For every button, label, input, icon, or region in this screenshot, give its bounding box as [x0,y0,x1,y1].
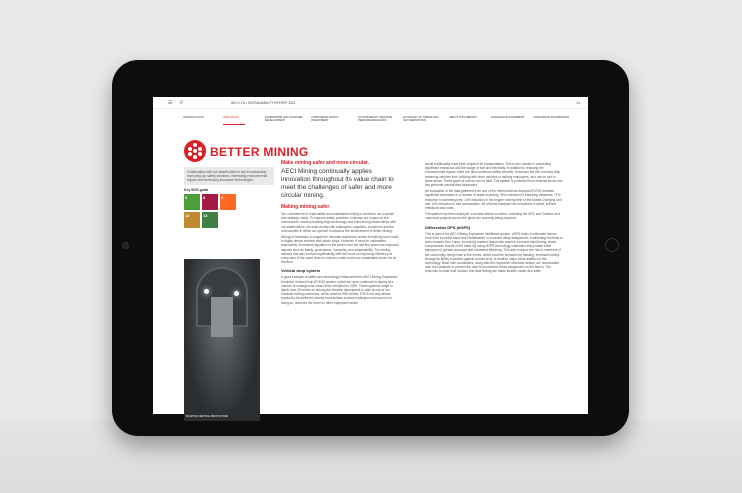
nav-item-performance-data[interactable]: SUSTAINABILITY-RELATED PERFORMANCE DATA [358,116,393,123]
stakeholder-callout: Collaboration with our stakeholders is key to sustainably improving our safety practices, minimising environmental impact and developing innovative technologies. [184,167,274,185]
photo-caption: BLASTING VERTICAL DROP SYSTEM [186,415,229,418]
heading-vertical-drop: Vertical drop system [281,268,321,274]
page-number: 31 [576,101,580,105]
camera-icon [122,242,129,249]
nav-item-assurance[interactable]: ASSURANCE STATEMENT [491,116,525,119]
goals-label: Key SDG goals [184,188,209,192]
nav-item-corporate-info[interactable]: CORPORATE INFORMATION [533,116,570,119]
sdg-goal-icon: 8 [202,194,218,210]
home-button[interactable] [605,238,619,252]
intro-text: AECI Mining continually applies innovation throughout its value chain to meet the challenges of safer and more circular mining. [281,168,394,199]
hamburger-icon[interactable]: ☰ [168,100,173,106]
section-title: BETTER MINING [210,145,309,159]
paragraph: A good example of safety and technology enhancement is AECI Mining Explosives' Emulsion Vertical Drop (EVDS) system, which we have continued to deploy at a number of underground mines since inception in 2009. These systems range in depth from 30 metres to among the deepest deployment to date at one of our Zambian mining customers, which reaches 980 metres. EVDS not only allows product to be delivered directly from surface to deep underground areas but, in doing so, removes the need for other equipment which [281,275,398,305]
nav-item-about-report[interactable]: ABOUT THIS REPORT [449,116,477,119]
better-mining-logo-icon [184,140,206,162]
heading-making-mining-safer: Making mining safer [281,204,330,210]
sidebar [184,167,274,228]
tablet-screen [153,97,588,418]
top-bar [153,97,588,109]
nav-item-introduction[interactable]: INTRODUCTION [183,116,204,119]
paragraph: would traditionally have been required for transportation. This in turn assists in preventing significant emissions and the usage of fuel and electricity. In addition to reducing the environmental impact, there are also numerous safety benefits. It reduces the risk of heavy duty tramming vehicles from colliding with other vehicles or striking employees, who are on foot in these areas. These types of events can be fatal. The system is protected from external shock and this prevents uncontrolled detonation. [425,162,563,188]
right-column [425,160,563,274]
paragraph: An evaluation of the data gathered from one of the mines that has deployed EVDS revealed significant decreases in a number of areas including: 90% reduction in tramming distances, 71% reduction in tramming time, 14% reduction in the engine running time of the Mobile Charging Unit and 12% reduction in fuel consumption. All of these translate into reductions in direct, indirect emissions and costs. [425,189,562,211]
nav-item-enterprise[interactable]: ENTERPRISE AND SUPPLIER DEVELOPMENT [265,116,303,123]
nav-item-glossary[interactable]: GLOSSARY OF TERMS AND KEY DEFINITIONS [403,116,439,123]
sdg-goal-icon: 9 [220,194,236,210]
paragraph: Our commitment to responsible and sustainable mining is central to our purpose and strategic vision. To improve safety practices, minimise our impact on the environment, develop leading edge technology and build strong relationships with our stakeholders, we work closely with employees, suppliers, customers and the communities in which we operate to advance the achievement of Better Mining. [281,212,396,233]
lead-heading: Make mining safer and more circular. [281,160,370,166]
sdg-goal-icon: 3 [184,194,200,210]
breadcrumb: AECI LTD • SUSTAINABILITY REPORT 2021 [231,101,296,105]
back-icon[interactable]: ↺ [179,100,184,106]
sdg-goal-icon: 12 [184,212,200,228]
tablet-device [112,60,629,436]
sdg-goals [184,194,252,228]
paragraph: Mining is necessary to supply the minerals required to create everything from roads to digital device screens and silicon chips. However, it must be undertaken responsibly. Increased regulation in the sector over the last few years has improved aspects such as safety, governance, inclusivity, and sustainability. The mining industry has also evolved significantly, with the focus on improving efficiency at every step of the value chain to ensure a safer and more sustainable sector for all involved. [281,235,399,265]
paragraph: This is part of the AECI Mining Explosives Intelliblast system. dGPS helps to eliminate human error from incorrect blast hole identification or incorrect delay assignment, contributing to efforts to work towards Zero Harm. Incorrectly marked blast holes result in incorrect blast timing, which compromises results of the blast. By using dGPS technology customers enjoy faster blast deployment, greater accuracy and increased efficiency. This also reduces the risk to members of the community, living close to the mines, which could be impacted by blasting. Increased safety, through its ability to protect against human error, is another major value addition of this technology. Blast hole coordinates, along with the respective detonator delays, are downloaded onto the hardware to prevent the user from incorrect delay assignment on the bench. The response to blast hole location and fault finding are made simpler, faster and safer. [425,231,563,274]
nav-item-our-goals[interactable]: OUR GOALS [223,116,263,119]
sdg-goal-icon: 13 [202,212,218,228]
paragraph: The system has been deployed in central African countries, including the DRC and Zambia, and numerous projects across the globe are currently being explored. [425,212,560,221]
nav-item-csi[interactable]: CORPORATE SOCIAL INVESTMENT [311,116,339,123]
mine-tunnel-photo [184,259,260,421]
heading-dgps: Differential GPS (dGPS) [425,224,471,230]
main-column [281,160,399,305]
section-nav [183,116,573,126]
